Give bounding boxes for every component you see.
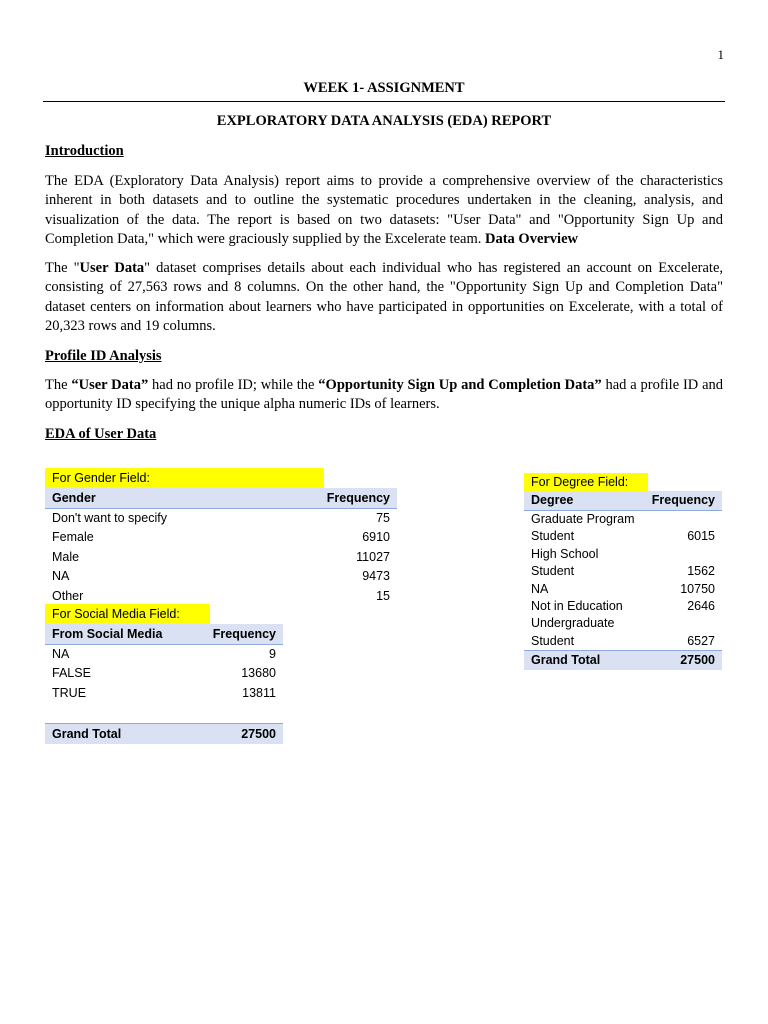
row-value: 13811	[242, 685, 276, 700]
row-label-line: Graduate Program	[531, 512, 635, 526]
row-label: NA	[52, 647, 70, 661]
row-value: 10750	[680, 581, 715, 596]
profile-text: had no profile ID; while the	[148, 377, 319, 393]
degree-field-label: For Degree Field:	[524, 473, 648, 491]
row-label: NA	[531, 581, 549, 596]
table-row	[524, 511, 722, 546]
frequency-column-header: Frequency	[326, 491, 390, 505]
row-label	[524, 546, 687, 581]
grand-total-label: Grand Total	[52, 726, 122, 741]
table-row	[524, 615, 722, 650]
row-label: Don't want to specify	[52, 511, 167, 525]
table-row	[45, 645, 283, 664]
gender-table	[45, 468, 397, 606]
degree-table	[524, 473, 722, 670]
overview-text: " dataset comprises details about each individual who has registered an account on Excelerate, consisting of 27,563 rows and 8 columns. On the other hand, the "Opportunity Sign Up and Completion Data" dataset centers on information about learners who have participated in opportunities on Excelerate, with a total of 20,323 rows and 19 columns.	[45, 260, 724, 335]
page-number: 1	[717, 47, 724, 62]
row-label: NA	[52, 569, 70, 584]
grand-total-row	[524, 650, 722, 670]
frequency-column-header: Frequency	[212, 627, 276, 641]
table-row	[45, 509, 397, 528]
row-label	[524, 511, 687, 546]
row-label: Not in Education	[531, 599, 623, 614]
eda-user-data-heading: EDA of User Data	[45, 426, 157, 442]
social-media-table-header	[45, 624, 283, 645]
row-label: Other	[52, 588, 84, 603]
overview-bold: User Data	[79, 260, 145, 276]
row-label	[524, 615, 687, 650]
table-row	[45, 684, 283, 703]
gender-column-header: Gender	[52, 491, 96, 505]
gender-field-label: For Gender Field:	[45, 468, 324, 488]
table-row	[524, 581, 722, 598]
row-value: 9473	[362, 569, 390, 584]
profile-id-paragraph	[45, 376, 723, 415]
profile-text: had a profile ID and opportunity ID specifying the unique alpha numeric IDs of learners.	[45, 377, 724, 413]
row-value: 6015	[687, 529, 715, 544]
assignment-title: WEEK 1- ASSIGNMENT	[303, 80, 465, 96]
row-label: FALSE	[52, 666, 91, 681]
frequency-column-header: Frequency	[651, 493, 715, 507]
table-row	[45, 567, 397, 586]
introduction-heading: Introduction	[45, 143, 124, 159]
table-row	[524, 546, 722, 581]
row-value: 13680	[241, 666, 276, 681]
profile-bold: “Opportunity Sign Up and Completion Data”	[318, 377, 602, 393]
row-value: 2646	[687, 599, 715, 614]
social-media-field-label: For Social Media Field:	[45, 604, 210, 624]
row-label-line: Student	[531, 633, 575, 648]
table-row	[45, 548, 397, 567]
row-label-line: High School	[531, 546, 599, 561]
row-value: 15	[376, 588, 390, 603]
table-row	[524, 598, 722, 615]
data-overview-heading: Data Overview	[484, 231, 578, 248]
row-label: Male	[52, 549, 80, 564]
gender-table-header	[45, 488, 397, 509]
row-label-line: Student	[531, 529, 575, 544]
grand-total-value: 27500	[680, 653, 715, 668]
degree-table-header	[524, 491, 722, 511]
introduction-paragraph	[45, 172, 723, 250]
social-media-table	[45, 604, 283, 744]
grand-total-value: 27500	[241, 726, 276, 741]
introduction-text: The EDA (Exploratory Data Analysis) report aims to provide a comprehensive overview of the characteristics inherent in both datasets and to outline the systematic procedures undertaken in the cleaning, analysis, and visualization of the data. The report is based on two datasets: "User Data" and "Opportunity Sign Up and Completion Data," which were graciously supplied by the Excelerate team.	[45, 173, 723, 248]
from-social-media-column-header: From Social Media	[52, 627, 163, 641]
row-value: 11027	[356, 549, 390, 564]
row-value: 9	[269, 647, 276, 661]
row-label: Female	[52, 530, 94, 545]
profile-bold: “User Data”	[71, 377, 149, 393]
grand-total-row	[45, 723, 283, 744]
row-value: 1562	[687, 564, 715, 579]
row-label-line: Undergraduate	[531, 616, 615, 631]
row-value: 75	[376, 511, 390, 525]
spacer-row	[45, 703, 283, 722]
row-value: 6527	[687, 633, 715, 648]
grand-total-label: Grand Total	[531, 653, 601, 668]
table-row	[45, 664, 283, 683]
report-title: EXPLORATORY DATA ANALYSIS (EDA) REPORT	[216, 113, 552, 129]
overview-text: The "	[45, 260, 80, 276]
title-divider	[43, 101, 725, 102]
table-row	[45, 528, 397, 547]
degree-column-header: Degree	[531, 493, 574, 507]
overview-paragraph	[45, 259, 723, 337]
row-label-line: Student	[531, 564, 575, 579]
row-label: TRUE	[52, 685, 87, 700]
profile-id-heading: Profile ID Analysis	[45, 348, 162, 364]
row-value: 6910	[362, 530, 390, 545]
profile-text: The	[45, 377, 72, 393]
